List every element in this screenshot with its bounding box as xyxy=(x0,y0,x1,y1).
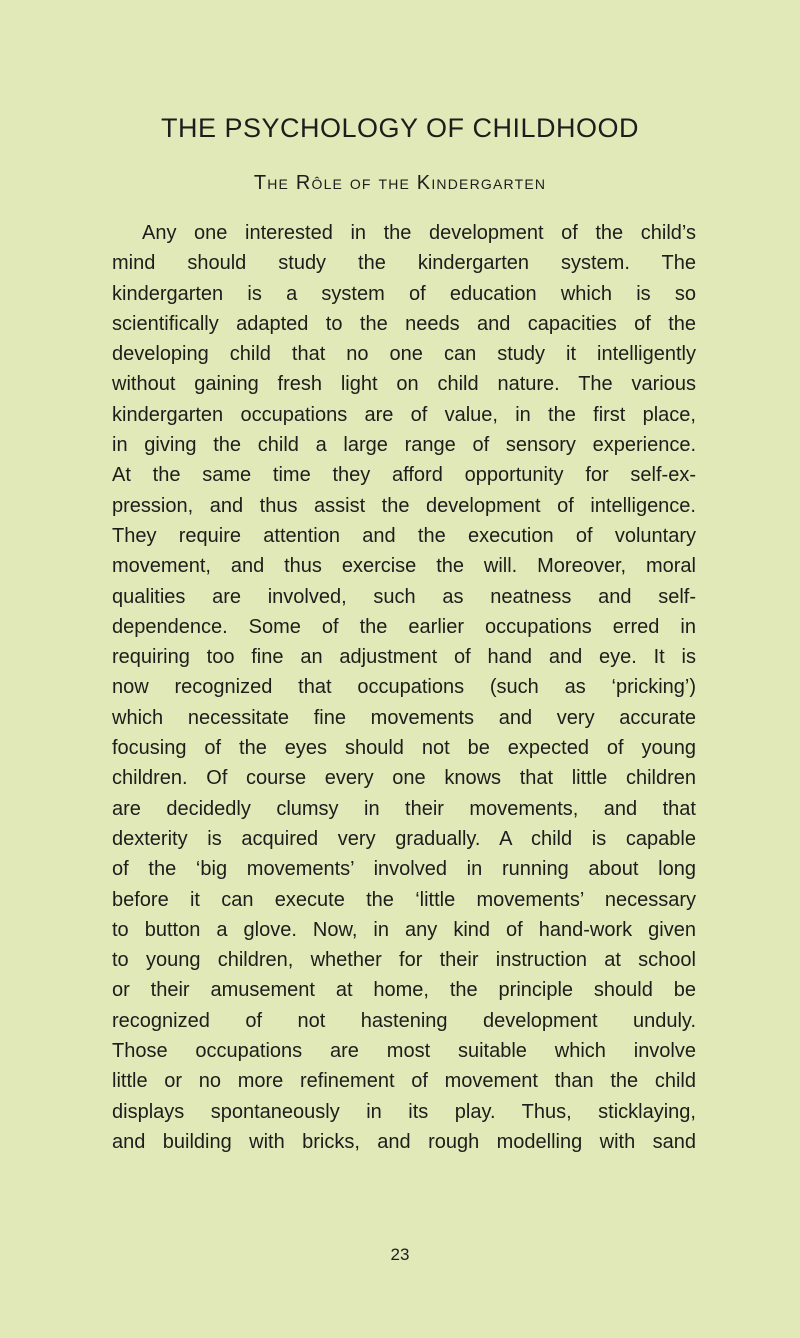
text-line: or their amusement at home, the principle should be xyxy=(112,979,696,1002)
text-line: At the same time they afford opportunity for self-ex- xyxy=(112,464,696,487)
text-line: focusing of the eyes should not be expected of young xyxy=(112,737,696,760)
text-line: They require attention and the execution of voluntary xyxy=(112,524,696,547)
body-paragraph xyxy=(112,218,696,1157)
text-line: movement, and thus exercise the will. Moreover, moral xyxy=(112,555,696,578)
text-line: which necessitate fine movements and very accurate xyxy=(112,706,696,729)
text-line: children. Of course every one knows that little children xyxy=(112,767,696,790)
text-line: now recognized that occupations (such as ‘pricking’) xyxy=(112,676,696,699)
text-line: to young children, whether for their instruction at school xyxy=(112,949,696,972)
text-line: are decidedly clumsy in their movements, and that xyxy=(112,797,696,820)
text-line: to button a glove. Now, in any kind of hand-work given xyxy=(112,918,696,941)
text-line: recognized of not hastening development unduly. xyxy=(112,1009,696,1032)
text-line: dependence. Some of the earlier occupations erred in xyxy=(112,615,696,638)
text-line: of the ‘big movements’ involved in running about long xyxy=(112,858,696,881)
text-line: requiring too fine an adjustment of hand and eye. It is xyxy=(112,646,696,669)
text-line: without gaining fresh light on child nature. The various xyxy=(112,373,696,396)
text-line: before it can execute the ‘little movements’ necessary xyxy=(112,888,696,911)
section-title: The Rôle of the Kindergarten xyxy=(253,172,547,194)
text-line: qualities are involved, such as neatness and self- xyxy=(112,585,696,608)
text-line: dexterity is acquired very gradually. A child is capable xyxy=(112,827,696,850)
text-line: kindergarten occupations are of value, in the first place, xyxy=(112,403,696,426)
text-line: developing child that no one can study it intelligently xyxy=(112,343,696,366)
text-line: displays spontaneously in its play. Thus, sticklaying, xyxy=(112,1100,696,1123)
text-line: pression, and thus assist the development of intelligence. xyxy=(112,494,696,517)
text-line: kindergarten is a system of education which is so xyxy=(112,282,696,305)
running-head: THE PSYCHOLOGY OF CHILDHOOD xyxy=(160,113,640,143)
text-line: mind should study the kindergarten system. The xyxy=(112,252,696,275)
text-line: Those occupations are most suitable which involve xyxy=(112,1040,696,1063)
text-line: scientifically adapted to the needs and capacities of the xyxy=(112,312,696,335)
text-line: in giving the child a large range of sensory experience. xyxy=(112,434,696,457)
text-line: little or no more refinement of movement than the child xyxy=(112,1070,696,1093)
text-line: and building with bricks, and rough modelling with sand xyxy=(112,1130,696,1153)
text-line: Any one interested in the development of the child’s xyxy=(142,222,696,244)
page-number: 23 xyxy=(390,1245,410,1264)
